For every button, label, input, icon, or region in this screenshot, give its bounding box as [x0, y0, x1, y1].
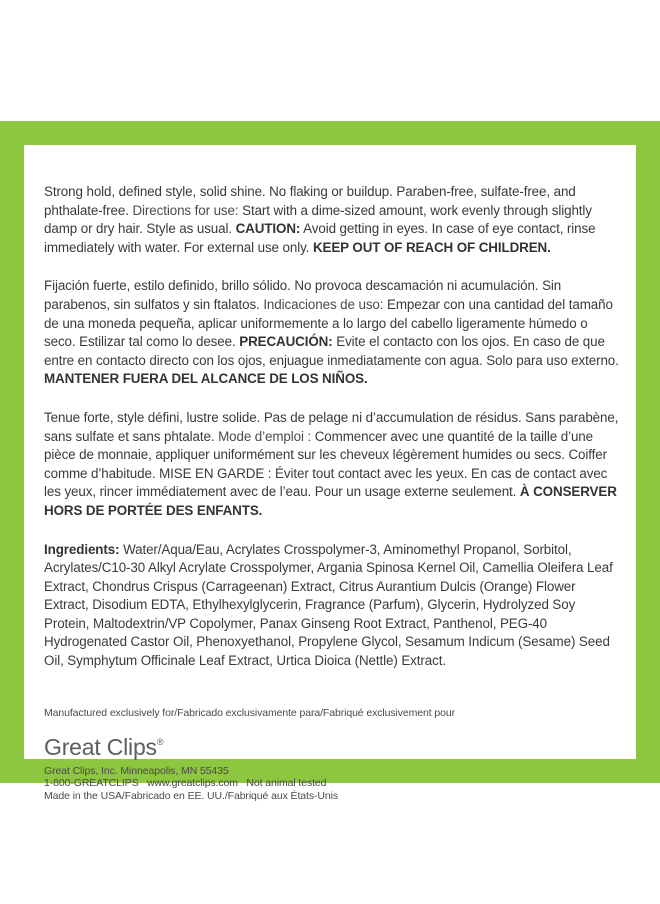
- spanish-directions-label: Indicaciones de uso:: [263, 296, 384, 312]
- ingredients-list: Water/Aqua/Eau, Acrylates Crosspolymer-3, Aminomethyl Propanol, Sorbitol, Acrylates/C10-30 Alkyl Acrylate Crosspolymer, Argania Spinosa Kernel Oil, Camellia Oleifera Leaf Extract, Chondrus Crispus (Carrageenan) Extract, Citrus Aurantium Dulcis (Orange) Flower Extract, Disodium EDTA, Ethylhexylglycerin, Fragrance (Parfum), Glycerin, Hydrolyzed Soy Protein, Maltodextrin/VP Copolymer, Panax Ginseng Root Extract, Panthenol, PEG-40 Hydrogenated Castor Oil, Phenoxyethanol, Propylene Glycol, Sesamum Indicum (Sesame) Seed Oil, Symphytum Officinale Leaf Extract, Urtica Dioica (Nettle) Extract.: [44, 541, 613, 669]
- english-description: Strong hold, defined style, solid shine. No flaking or buildup. Paraben-free, sulfate-free, and phthalate-free.: [44, 184, 576, 218]
- spanish-caution: Evite el contacto con los ojos. En caso de que entre en contacto directo con los ojos, enjuague inmediatamente con agua. Solo para uso externo.: [44, 334, 619, 368]
- french-description: Tenue forte, style défini, lustre solide. Pas de pelage ni d’accumulation de résidus. Sans parabène, sans sulfate et sans phtalate.: [44, 409, 619, 444]
- manufactured-for-line: Manufactured exclusively for/Fabricado exclusivamente para/Fabriqué exclusivement pour: [44, 706, 456, 719]
- spanish-caution-label: PRECAUCIÓN:: [239, 334, 333, 350]
- ingredients-paragraph: [44, 541, 622, 671]
- english-caution: Avoid getting in eyes. In case of eye contact, rinse immediately with water. For external use only.: [44, 221, 596, 255]
- contact-line: [44, 777, 622, 790]
- french-directions-label: Mode d’emploi :: [218, 428, 312, 444]
- spanish-description: Fijación fuerte, estilo definido, brillo sólido. No provoca descamación ni acumulación. Sin parabenos, sin sulfatos y sin ftalatos.: [44, 278, 562, 312]
- english-warning: KEEP OUT OF REACH OF CHILDREN.: [312, 239, 551, 255]
- address-line: Great Clips, Inc. Minneapolis, MN 55435: [44, 764, 229, 777]
- manufacturer-address-block: [44, 765, 622, 803]
- french-directions: Commencer avec une quantité de la taille d’une pièce de monnaie, appliquer uniformément sur les cheveux légèrement humides ou secs. Coiffer comme d’habitude.: [44, 428, 607, 481]
- logo-text: Great Clips: [44, 734, 157, 761]
- label-panel: [24, 145, 636, 802]
- french-caution: Éviter tout contact avec les yeux. En cas de contact avec les yeux, rincer immédiatement avec de l’eau. Pour un usage externe seulement.: [44, 465, 608, 500]
- great-clips-logo: [44, 733, 622, 761]
- french-warning: À CONSERVER HORS DE PORTÉE DES ENFANTS.: [44, 484, 617, 518]
- english-directions: Start with a dime-sized amount, work evenly through slightly damp or dry hair. Style as usual.: [44, 202, 592, 237]
- phone-number: 1-800-GREATCLIPS: [44, 777, 139, 790]
- english-paragraph: [44, 183, 622, 257]
- registered-mark: ®: [156, 737, 164, 748]
- spanish-paragraph: [44, 277, 622, 389]
- label-content: [44, 183, 622, 803]
- country-of-origin: Made in the USA/Fabricado en EE. UU./Fabriqué aux États-Unis: [44, 789, 338, 802]
- ingredients-label: Ingredients:: [44, 541, 120, 557]
- french-paragraph: [44, 409, 622, 521]
- french-caution-label: MISE EN GARDE :: [159, 465, 272, 481]
- animal-testing-note: Not animal tested: [246, 777, 327, 790]
- english-caution-label: CAUTION:: [235, 221, 301, 237]
- spanish-directions: Empezar con una cantidad del tamaño de una moneda pequeña, aplicar uniformemente a lo largo del cabello ligeramente húmedo o seco. Estilizar tal como lo desee.: [44, 296, 613, 350]
- website: www.greatclips.com: [146, 777, 238, 790]
- spanish-warning: MANTENER FUERA DEL ALCANCE DE LOS NIÑOS.: [44, 371, 368, 387]
- english-directions-label: Directions for use:: [132, 202, 239, 218]
